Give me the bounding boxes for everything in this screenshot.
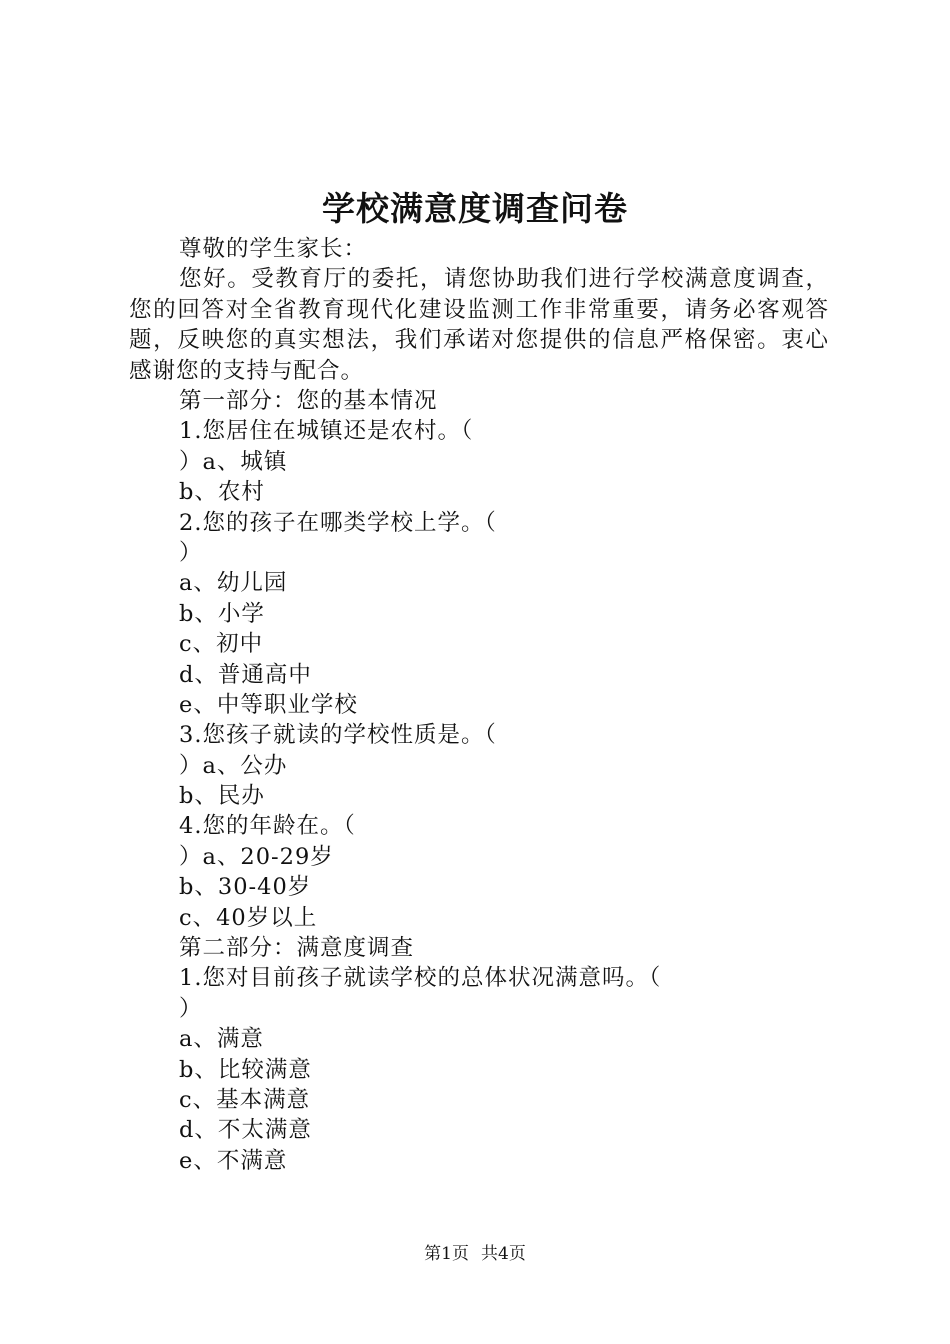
page-total: 共4页 [481, 1244, 526, 1264]
questionnaire-line: 第二部分：满意度调查 [179, 935, 415, 962]
page-number: 第1页 [424, 1244, 469, 1264]
questionnaire-line: ）a、公办 [179, 752, 288, 779]
questionnaire-line: c、基本满意 [179, 1087, 311, 1113]
questionnaire-line: e、中等职业学校 [179, 691, 358, 718]
questionnaire-line: 1.您对目前孩子就读学校的总体状况满意吗。（ [179, 965, 662, 992]
questionnaire-line: 4.您的年龄在。（ [179, 813, 356, 840]
questionnaire-line: ）a、20-29岁 [179, 843, 334, 870]
questionnaire-lines [129, 386, 829, 1176]
questionnaire-line: b、30-40岁 [179, 874, 312, 901]
questionnaire-line: ）a、城镇 [179, 448, 288, 475]
questionnaire-line: d、不太满意 [179, 1117, 312, 1144]
questionnaire-line: 第一部分：您的基本情况 [179, 388, 438, 415]
questionnaire-line: b、农村 [179, 479, 265, 506]
salutation: 尊敬的学生家长： [179, 236, 368, 262]
questionnaire-line: ） [179, 539, 203, 566]
document-body [129, 234, 829, 1176]
intro-paragraph: 您好。受教育厅的委托，请您协助我们进行学校满意度调查，您的回答对全省教育现代化建设监测工作非常重要，请务必客观答题，反映您的真实想法，我们承诺对您提供的信息严格保密。衷心感谢您的支持与配合。 [129, 266, 829, 384]
questionnaire-line: e、不满意 [179, 1147, 288, 1174]
questionnaire-line: ） [179, 995, 203, 1022]
questionnaire-line: c、初中 [179, 631, 264, 658]
questionnaire-line: b、比较满意 [179, 1056, 312, 1083]
questionnaire-line: 3.您孩子就读的学校性质是。（ [179, 722, 497, 749]
questionnaire-line: 1.您居住在城镇还是农村。（ [179, 418, 474, 445]
questionnaire-line: b、民办 [179, 783, 265, 810]
questionnaire-line: b、小学 [179, 600, 265, 627]
questionnaire-line: a、幼儿园 [179, 570, 288, 597]
questionnaire-line: c、40岁以上 [179, 904, 318, 931]
page-title: 学校满意度调查问卷 [322, 189, 628, 228]
questionnaire-line: a、满意 [179, 1026, 264, 1053]
questionnaire-line: 2.您的孩子在哪类学校上学。（ [179, 509, 497, 536]
questionnaire-line: d、普通高中 [179, 661, 312, 688]
page-footer [0, 1241, 950, 1267]
